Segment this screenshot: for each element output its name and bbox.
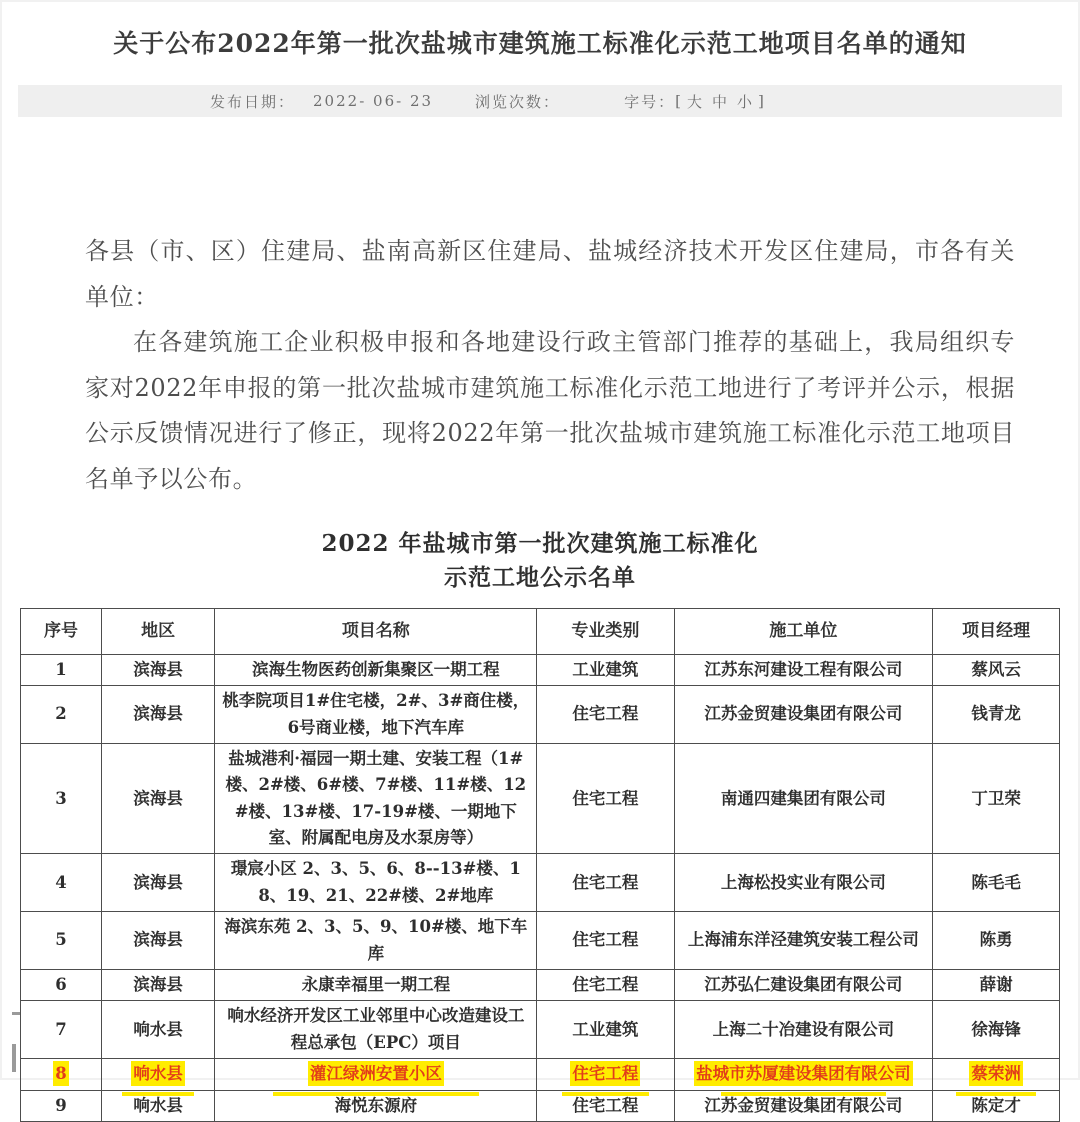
table-row xyxy=(21,743,1060,854)
table-header-row xyxy=(21,608,1060,654)
header-cell-region: 地区 xyxy=(102,608,215,654)
table-row xyxy=(21,912,1060,970)
cell-category xyxy=(537,1090,674,1121)
fontsize-option-small[interactable]: 小 xyxy=(736,92,754,111)
table-title xyxy=(0,527,1080,596)
cell-text: 住宅工程 xyxy=(572,872,639,892)
cell-text: 滨海县 xyxy=(133,975,183,995)
cell-text: 滨海生物医药创新集聚区一期工程 xyxy=(252,659,500,679)
cell-manager xyxy=(933,1059,1060,1090)
cell-text: 海悦东源府 xyxy=(334,1095,418,1115)
cell-text: 5 xyxy=(55,930,67,950)
cell-manager xyxy=(933,854,1060,912)
table-row xyxy=(21,1001,1060,1059)
cell-category xyxy=(537,654,674,685)
cell-manager xyxy=(933,654,1060,685)
cell-region xyxy=(102,970,215,1001)
cell-project xyxy=(215,1001,537,1059)
cell-no xyxy=(21,1090,102,1121)
cell-text: 薛谢 xyxy=(979,975,1013,995)
cell-text: 南通四建集团有限公司 xyxy=(720,788,886,808)
cell-text: 住宅工程 xyxy=(572,975,639,995)
salutation-paragraph: 各县（市、区）住建局、盐南高新区住建局、盐城经济技术开发区住建局，市各有关单位： xyxy=(85,237,1015,311)
cell-text: 住宅工程 xyxy=(572,1095,639,1115)
cell-region xyxy=(102,654,215,685)
cell-contractor xyxy=(674,654,933,685)
cell-text: 3 xyxy=(55,788,67,808)
cell-region xyxy=(102,686,215,744)
cell-no xyxy=(21,743,102,854)
cell-text: 江苏东河建设工程有限公司 xyxy=(704,659,903,679)
cell-text: 璟宸小区 2、3、5、6、8--13#楼、18、19、21、22#楼、2#地库 xyxy=(230,859,521,905)
cell-contractor xyxy=(674,1059,933,1090)
cell-text: 9 xyxy=(55,1095,67,1115)
cell-text: 陈勇 xyxy=(979,930,1013,950)
fontsize-bracket-open: [ xyxy=(675,92,683,110)
cell-category xyxy=(537,912,674,970)
views-label: 浏览次数： xyxy=(475,92,561,111)
cell-text: 住宅工程 xyxy=(572,1064,639,1084)
fontsize-bracket-close: ] xyxy=(757,92,766,110)
cell-text: 江苏弘仁建设集团有限公司 xyxy=(704,975,903,995)
table-row xyxy=(21,854,1060,912)
cell-no xyxy=(21,912,102,970)
cell-text: 上海浦东洋泾建筑安装工程公司 xyxy=(687,930,919,950)
cell-contractor xyxy=(674,1001,933,1059)
cell-text: 响水县 xyxy=(133,1019,183,1039)
cell-category xyxy=(537,854,674,912)
table-row xyxy=(21,686,1060,744)
cell-contractor xyxy=(674,912,933,970)
cell-contractor xyxy=(674,743,933,854)
cell-text: 2 xyxy=(55,704,67,724)
cell-project xyxy=(215,743,537,854)
cell-category xyxy=(537,743,674,854)
header-cell-no: 序号 xyxy=(21,608,102,654)
table-title-line2: 示范工地公示名单 xyxy=(444,564,636,592)
cell-text: 滨海县 xyxy=(133,872,183,892)
fontsize-option-medium[interactable]: 中 xyxy=(711,92,729,111)
cell-project xyxy=(215,1090,537,1121)
cell-category xyxy=(537,1001,674,1059)
cell-text: 6 xyxy=(55,975,67,995)
header-cell-manager: 项目经理 xyxy=(933,608,1060,654)
cell-project xyxy=(215,912,537,970)
cell-no xyxy=(21,1059,102,1090)
scan-artifact-tick xyxy=(12,1012,20,1015)
scan-artifact-tick xyxy=(12,1044,16,1072)
body-paragraph: 在各建筑施工企业积极申报和各地建设行政主管部门推荐的基础上，我局组织专家对2022年申报的第一批次盐城市建筑施工标准化示范工地进行了考评并公示，根据公示反馈情况进行了修正，现将2022年第一批次盐城市建筑施工标准化示范工地项目名单予以公布。 xyxy=(85,328,1015,493)
cell-project xyxy=(215,654,537,685)
cell-contractor xyxy=(674,970,933,1001)
cell-region xyxy=(102,854,215,912)
table-row xyxy=(21,654,1060,685)
cell-text: 4 xyxy=(55,872,67,892)
cell-no xyxy=(21,1001,102,1059)
cell-manager xyxy=(933,912,1060,970)
cell-no xyxy=(21,686,102,744)
cell-category xyxy=(537,686,674,744)
cell-text: 滨海县 xyxy=(133,659,183,679)
cell-text: 江苏金贸建设集团有限公司 xyxy=(704,1095,903,1115)
cell-text: 工业建筑 xyxy=(572,1019,639,1039)
cell-text: 海滨东苑 2、3、5、9、10#楼、地下车库 xyxy=(224,917,528,963)
cell-text: 蔡风云 xyxy=(971,659,1021,679)
cell-no xyxy=(21,854,102,912)
cell-manager xyxy=(933,970,1060,1001)
cell-text: 上海二十冶建设有限公司 xyxy=(712,1019,895,1039)
cell-text: 徐海锋 xyxy=(971,1019,1021,1039)
cell-text: 1 xyxy=(55,659,67,679)
table-row xyxy=(21,970,1060,1001)
table-row xyxy=(21,1090,1060,1121)
publish-date-value: 2022- 06- 23 xyxy=(313,92,434,110)
cell-text: 工业建筑 xyxy=(572,659,639,679)
cell-text: 永康幸福里一期工程 xyxy=(301,975,451,995)
cell-no xyxy=(21,654,102,685)
cell-text: 住宅工程 xyxy=(572,930,639,950)
cell-text: 上海松投实业有限公司 xyxy=(720,872,886,892)
cell-region xyxy=(102,1001,215,1059)
fontsize-label: 字号： xyxy=(624,92,676,111)
cell-text: 住宅工程 xyxy=(572,704,639,724)
cell-manager xyxy=(933,1001,1060,1059)
table-body xyxy=(21,654,1060,1121)
cell-project xyxy=(215,970,537,1001)
page-title: 关于公布2022年第一批次盐城市建筑施工标准化示范工地项目名单的通知 xyxy=(113,29,967,58)
cell-manager xyxy=(933,743,1060,854)
cell-text: 滨海县 xyxy=(133,788,183,808)
cell-text: 响水经济开发区工业邻里中心改造建设工程总承包（EPC）项目 xyxy=(227,1006,525,1052)
cell-text: 桃李院项目1#住宅楼，2#、3#商住楼，6号商业楼，地下汽车库 xyxy=(222,691,530,737)
publish-date-label: 发布日期： xyxy=(210,92,296,111)
cell-contractor xyxy=(674,686,933,744)
cell-manager xyxy=(933,1090,1060,1121)
cell-contractor xyxy=(674,1090,933,1121)
cell-region xyxy=(102,743,215,854)
header-cell-contractor: 施工单位 xyxy=(674,608,933,654)
cell-text: 滨海县 xyxy=(133,930,183,950)
cell-contractor xyxy=(674,854,933,912)
notice-body xyxy=(85,229,1015,503)
cell-text: 江苏金贸建设集团有限公司 xyxy=(704,704,903,724)
cell-no xyxy=(21,970,102,1001)
cell-text: 8 xyxy=(55,1064,67,1084)
header-cell-category: 专业类别 xyxy=(537,608,674,654)
cell-text: 丁卫荣 xyxy=(971,788,1021,808)
meta-bar xyxy=(18,85,1062,117)
cell-manager xyxy=(933,686,1060,744)
cell-region xyxy=(102,912,215,970)
project-list-table xyxy=(20,608,1060,1122)
cell-text: 钱青龙 xyxy=(971,704,1021,724)
cell-text: 灌江绿洲安置小区 xyxy=(309,1064,442,1084)
cell-text: 盐城市苏厦建设集团有限公司 xyxy=(696,1064,911,1084)
cell-text: 陈毛毛 xyxy=(971,872,1021,892)
cell-region xyxy=(102,1090,215,1121)
cell-text: 住宅工程 xyxy=(572,788,639,808)
cell-text: 响水县 xyxy=(133,1095,183,1115)
cell-text: 蔡荣洲 xyxy=(971,1064,1021,1084)
fontsize-option-large[interactable]: 大 xyxy=(686,92,704,111)
cell-text: 响水县 xyxy=(133,1064,183,1084)
header-cell-project: 项目名称 xyxy=(215,608,537,654)
cell-region xyxy=(102,1059,215,1090)
cell-text: 7 xyxy=(55,1019,67,1039)
table-row xyxy=(21,1059,1060,1090)
cell-project xyxy=(215,1059,537,1090)
cell-text: 滨海县 xyxy=(133,704,183,724)
table-title-line1: 2022 年盐城市第一批次建筑施工标准化 xyxy=(321,529,759,557)
cell-category xyxy=(537,1059,674,1090)
cell-text: 盐城港利·福园一期土建、安装工程（1#楼、2#楼、6#楼、7#楼、11#楼、12#楼、13#楼、17-19#楼、一期地下室、附属配电房及水泵房等） xyxy=(225,748,527,848)
cell-project xyxy=(215,686,537,744)
cell-text: 陈定才 xyxy=(971,1095,1021,1115)
cell-project xyxy=(215,854,537,912)
cell-category xyxy=(537,970,674,1001)
